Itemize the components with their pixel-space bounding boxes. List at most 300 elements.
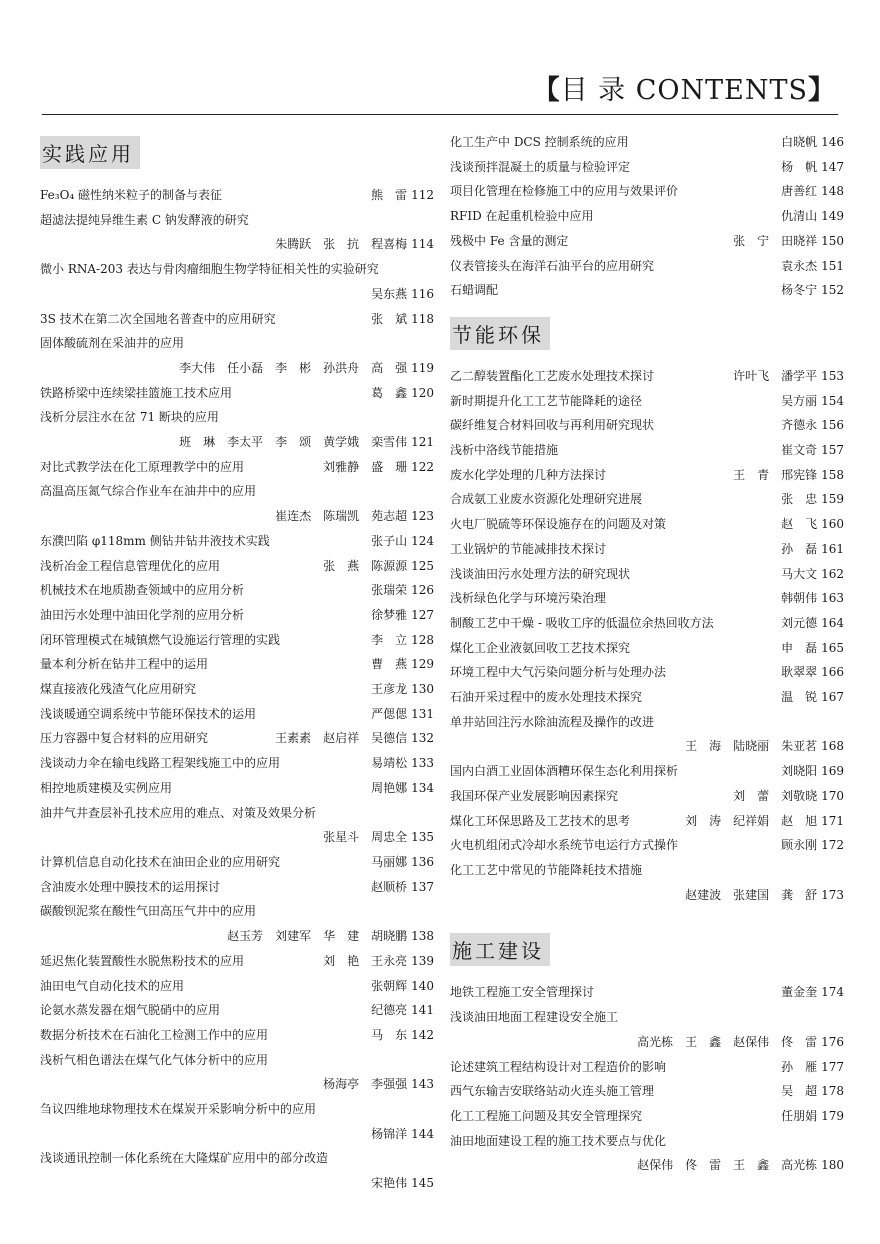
entry-title: 煤直接液化残渣气化应用研究 [40, 682, 197, 697]
toc-entry [450, 463, 844, 488]
entry-title-line [40, 331, 434, 356]
dot-leader [42, 434, 177, 448]
entry-line [450, 229, 844, 254]
section-title: 节能环保 [450, 317, 550, 350]
toc-entry [450, 1104, 844, 1129]
entry-title: 项目化管理在检修施工中的应用与效果评价 [450, 184, 679, 199]
toc-section [450, 311, 844, 907]
entry-page: 158 [821, 467, 844, 482]
entry-page: 127 [411, 607, 434, 622]
entry-authors: 周艳娜 [371, 780, 408, 795]
toc-entry [450, 204, 844, 229]
entry-page: 174 [821, 985, 844, 1000]
entry-page: 173 [821, 887, 844, 902]
entry-line [40, 554, 434, 579]
entry-page: 176 [821, 1034, 844, 1049]
entry-page: 178 [821, 1084, 844, 1099]
entry-line [450, 254, 844, 279]
entry-title: 西气东输吉安联络站动火连头施工管理 [450, 1084, 655, 1099]
entry-author-line [40, 430, 434, 455]
entry-author-line [40, 504, 434, 529]
entry-page: 130 [411, 682, 434, 697]
entry-authors: 赵保伟 佟 雷 王 鑫 高光栋 [637, 1158, 818, 1173]
dot-leader [246, 582, 369, 596]
dot-leader [452, 1157, 635, 1171]
toc-entry [450, 586, 844, 611]
entry-page: 138 [411, 929, 434, 944]
entry-page: 154 [821, 393, 844, 408]
entry-line [450, 130, 844, 155]
section-title: 实践应用 [40, 136, 140, 169]
toc-entry [40, 751, 434, 776]
entry-title: 化工工程施工问题及其安全管理探究 [450, 1108, 643, 1123]
entry-page: 112 [411, 188, 434, 202]
entry-line [40, 578, 434, 603]
entry-title-line [40, 801, 434, 826]
toc-entry [450, 809, 844, 834]
entry-author-line [40, 1171, 434, 1196]
entry-authors: 王 青 邢宪锋 [733, 467, 818, 482]
entry-authors: 熊 雷 [371, 188, 408, 202]
toc-entry [40, 208, 434, 257]
toc-entry [40, 899, 434, 948]
entry-line [40, 603, 434, 628]
toc-entry [40, 726, 434, 751]
entry-title-line [40, 405, 434, 430]
entry-page: 157 [821, 443, 844, 458]
dot-leader [222, 879, 369, 893]
entry-title: 浅谈动力伞在输电线路工程架线施工中的应用 [40, 756, 281, 771]
entry-author-line [450, 1153, 844, 1178]
dot-leader [680, 837, 779, 851]
dot-leader [42, 928, 225, 942]
dot-leader [272, 533, 369, 547]
dot-leader [608, 541, 779, 555]
entry-title: 量本利分析在钻井工程中的运用 [40, 657, 209, 672]
entry-line [450, 389, 844, 414]
dot-leader [620, 788, 731, 802]
dot-leader [282, 755, 369, 769]
toc-entry [450, 636, 844, 661]
entry-authors: 马大文 [781, 566, 818, 581]
toc-entry [450, 438, 844, 463]
entry-line [450, 1104, 844, 1129]
dot-leader [42, 829, 321, 843]
toc-entry [450, 537, 844, 562]
entry-title: Fe₃O₄ 磁性纳米粒子的制备与表征 [40, 188, 223, 202]
toc-entry [40, 1048, 434, 1097]
entry-authors: 赵玉芳 刘建军 华 建 胡晓鹏 [227, 929, 408, 944]
entry-line [40, 628, 434, 653]
entry-authors: 李 立 [371, 632, 408, 647]
entry-title: 化工工艺中常见的节能降耗技术措施 [450, 862, 643, 877]
entry-title: 3S 技术在第二次全国地名普查中的应用研究 [40, 311, 276, 326]
entry-page: 134 [411, 780, 434, 795]
entry-title: 油井气井查层补孔技术应用的难点、对策及效果分析 [40, 805, 317, 820]
toc-entry [40, 776, 434, 801]
right-column [450, 130, 844, 1178]
entry-authors: 温 锐 [781, 690, 818, 705]
toc-entry [40, 875, 434, 900]
dot-leader [186, 978, 369, 992]
header-open-bracket: 【 [532, 75, 561, 106]
entry-title-line [40, 899, 434, 924]
entry-line [40, 998, 434, 1023]
entry-page: 171 [821, 813, 844, 828]
entry-authors: 班 琳 李太平 李 颂 黄学娥 栾雪伟 [179, 435, 408, 450]
entry-title: 浅谈通讯控制一体化系统在大隆煤矿应用中的部分改造 [40, 1151, 329, 1166]
entry-line [450, 784, 844, 809]
dot-leader [680, 763, 779, 777]
entry-page: 146 [821, 135, 844, 149]
entry-authors: 宋艳伟 [371, 1176, 408, 1191]
toc-entry [450, 1129, 844, 1178]
dot-leader [282, 632, 369, 646]
entry-line [40, 381, 434, 406]
entry-page: 151 [821, 258, 844, 273]
toc-entry [450, 413, 844, 438]
entry-line [450, 413, 844, 438]
dot-leader [632, 566, 779, 580]
toc-entry [40, 1097, 434, 1146]
entry-title-line [40, 257, 434, 282]
entry-page: 131 [411, 706, 434, 721]
entry-line [40, 652, 434, 677]
dot-leader [42, 1175, 369, 1189]
dot-leader [222, 1002, 369, 1016]
entry-title-line [40, 208, 434, 233]
toc-section [450, 130, 844, 303]
entry-line [40, 726, 434, 751]
entry-title: 制酸工艺中干燥 - 吸收工序的低温位余热回收方法 [450, 615, 714, 630]
entry-line [450, 487, 844, 512]
entry-title: 浅析绿色化学与环境污染治理 [450, 591, 607, 606]
toc-entry [450, 130, 844, 155]
entry-authors: 董金奎 [781, 985, 818, 1000]
entry-author-line [40, 232, 434, 257]
entry-title-line [450, 1129, 844, 1154]
entry-title: 我国环保产业发展影响因素探究 [450, 788, 619, 803]
toc-entry [450, 1005, 844, 1054]
toc-entry [450, 710, 844, 759]
dot-leader [282, 854, 369, 868]
entry-authors: 张朝辉 [371, 978, 408, 993]
toc-entry [450, 389, 844, 414]
entry-title: 含油废水处理中膜技术的运用探讨 [40, 879, 221, 894]
dot-leader [631, 134, 779, 148]
entry-page: 164 [821, 615, 844, 630]
toc-entry [40, 554, 434, 579]
entry-line [450, 1079, 844, 1104]
entry-authors: 耿翠翠 [781, 665, 818, 680]
dot-leader [198, 681, 369, 695]
entry-authors: 仇清山 [781, 209, 818, 224]
entry-line [450, 512, 844, 537]
entry-authors: 刘 蕾 刘敬晓 [733, 788, 818, 803]
entry-title-line [450, 1005, 844, 1030]
entry-title: 论述建筑工程结构设计对工程造价的影响 [450, 1059, 667, 1074]
entry-title: 碳纤维复合材料回收与再利用研究现状 [450, 418, 655, 433]
entry-authors: 曹 燕 [371, 657, 408, 672]
entry-line [450, 364, 844, 389]
entry-page: 135 [411, 830, 434, 845]
toc-entry [40, 183, 434, 208]
dot-leader [632, 159, 779, 173]
entry-page: 142 [411, 1027, 434, 1042]
entry-page: 141 [411, 1003, 434, 1018]
dot-leader [270, 1027, 369, 1041]
entry-page: 169 [821, 764, 844, 779]
entry-page: 159 [821, 492, 844, 507]
entry-title: 数据分析技术在石油化工检测工作中的应用 [40, 1027, 269, 1042]
toc-entry [40, 381, 434, 406]
entry-authors: 刘元德 [781, 615, 818, 630]
entry-title: 工业锅炉的节能减排技术探讨 [450, 541, 607, 556]
entry-authors: 王素素 赵启祥 吴德信 [275, 731, 408, 746]
entry-page: 156 [821, 418, 844, 433]
entry-line [40, 529, 434, 554]
entry-title: 闭环管理模式在城镇燃气设施运行管理的实践 [40, 632, 281, 647]
entry-authors: 顾永刚 [781, 838, 818, 853]
entry-title-line [450, 858, 844, 883]
entry-title: 高温高压氮气综合作业车在油井中的应用 [40, 484, 257, 499]
dot-leader [656, 368, 731, 382]
entry-authors: 易靖松 [371, 756, 408, 771]
toc-entry [40, 677, 434, 702]
entry-page: 125 [411, 558, 434, 573]
toc-entry [450, 759, 844, 784]
entry-line [40, 949, 434, 974]
entry-line [450, 463, 844, 488]
dot-leader [222, 558, 321, 572]
entry-title: 碳酸钡泥浆在酸性气田高压气井中的应用 [40, 904, 257, 919]
header-close-bracket: 】 [808, 75, 836, 106]
dot-leader [632, 813, 683, 827]
entry-authors: 王彦龙 [371, 682, 408, 697]
toc-entry [450, 611, 844, 636]
entry-line [40, 183, 434, 208]
entry-page: 137 [411, 879, 434, 894]
dot-leader [258, 706, 369, 720]
entry-title: 浅析分层注水在岔 71 断块的应用 [40, 410, 219, 425]
entry-authors: 赵建波 张建国 龚 舒 [685, 887, 818, 902]
toc-entry [40, 529, 434, 554]
entry-line [450, 278, 844, 303]
entry-line [40, 850, 434, 875]
entry-title: 浅析气相色谱法在煤气化气体分析中的应用 [40, 1052, 269, 1067]
toc-entry [40, 479, 434, 528]
entry-page: 148 [821, 184, 844, 199]
entry-line [40, 875, 434, 900]
entry-page: 170 [821, 788, 844, 803]
dot-leader [680, 183, 779, 197]
entry-page: 143 [411, 1077, 434, 1092]
entry-line [40, 776, 434, 801]
entry-page: 168 [821, 739, 844, 754]
entry-authors: 张 斌 [371, 311, 408, 326]
toc-entry [40, 331, 434, 380]
entry-authors: 张 忠 [781, 492, 818, 507]
entry-title: 地铁工程施工安全管理探讨 [450, 985, 595, 1000]
entry-line [40, 1023, 434, 1048]
entry-title: 刍议四维地球物理技术在煤炭开采影响分析中的应用 [40, 1102, 317, 1117]
entry-title: 火电机组闭式冷却水系统节电运行方式操作 [450, 838, 679, 853]
toc-entry [40, 628, 434, 653]
dot-leader [644, 393, 779, 407]
entry-title-line [40, 1048, 434, 1073]
entry-authors: 崔文奇 [781, 443, 818, 458]
entry-title: 浅谈油田地面工程建设安全施工 [450, 1010, 619, 1025]
entry-page: 123 [411, 509, 434, 524]
entry-title: 浅谈暖通空调系统中节能环保技术的运用 [40, 706, 257, 721]
dot-leader [500, 282, 779, 296]
entry-author-line [450, 1030, 844, 1055]
toc-entry [450, 1055, 844, 1080]
entry-line [40, 307, 434, 332]
toc-entry [450, 254, 844, 279]
entry-title: 石油开采过程中的废水处理技术探究 [450, 690, 643, 705]
entry-line [450, 833, 844, 858]
dot-leader [452, 887, 683, 901]
entry-authors: 杨锦洋 [371, 1126, 408, 1141]
dot-leader [234, 385, 369, 399]
toc-section [40, 130, 434, 1196]
entry-authors: 孙 磊 [781, 541, 818, 556]
entry-line [40, 455, 434, 480]
dot-leader [246, 607, 369, 621]
entry-page: 126 [411, 583, 434, 598]
toc-entry [450, 858, 844, 907]
entry-line [40, 677, 434, 702]
dot-leader [42, 360, 177, 374]
entry-title: 石蜡调配 [450, 283, 499, 298]
entry-page: 133 [411, 756, 434, 771]
dot-leader [716, 615, 779, 629]
toc-entry [40, 974, 434, 999]
entry-title-line [40, 479, 434, 504]
toc-entry [450, 179, 844, 204]
entry-line [450, 586, 844, 611]
entry-authors: 杨 帆 [781, 159, 818, 174]
toc-entry [450, 1079, 844, 1104]
entry-title-line [40, 1146, 434, 1171]
entry-page: 124 [411, 533, 434, 548]
dot-leader [656, 1083, 779, 1097]
entry-authors: 刘晓阳 [781, 764, 818, 779]
entry-title: 计算机信息自动化技术在油田企业的应用研究 [40, 854, 281, 869]
entry-authors: 葛 鑫 [371, 385, 408, 400]
dot-leader [668, 516, 779, 530]
dot-leader [246, 953, 321, 967]
entry-title-line [450, 710, 844, 735]
entry-authors: 杨冬宁 [781, 283, 818, 298]
entry-title: 机械技术在地质勘查领域中的应用分析 [40, 583, 245, 598]
toc-entry [40, 578, 434, 603]
entry-title: 浅析冶金工程信息管理优化的应用 [40, 558, 221, 573]
dot-leader [596, 208, 780, 222]
entry-authors: 齐德永 [781, 418, 818, 433]
toc-entry [450, 980, 844, 1005]
entry-line [450, 611, 844, 636]
entry-page: 116 [411, 286, 434, 301]
entry-authors: 王 海 陆晓丽 朱亚茗 [685, 739, 818, 754]
entry-line [450, 179, 844, 204]
entry-authors: 许叶飞 潘学平 [733, 368, 818, 383]
dot-leader [632, 640, 779, 654]
toc-entry [40, 850, 434, 875]
dot-leader [668, 1059, 779, 1073]
entry-authors: 刘 涛 纪祥娟 赵 旭 [685, 813, 818, 828]
entry-title: 铁路桥梁中连续梁挂篮施工技术应用 [40, 385, 233, 400]
entry-authors: 高光栋 王 鑫 赵保伟 佟 雷 [637, 1034, 818, 1049]
entry-line [450, 759, 844, 784]
toc-entry [450, 833, 844, 858]
entry-title: 浅谈油田污水处理方法的研究现状 [450, 566, 631, 581]
entry-page: 163 [821, 591, 844, 606]
dot-leader [644, 491, 779, 505]
entry-authors: 孙 雁 [781, 1059, 818, 1074]
entry-authors: 张 燕 陈源源 [323, 558, 408, 573]
entry-authors: 张星斗 周忠全 [323, 830, 408, 845]
entry-author-line [450, 734, 844, 759]
entry-author-line [40, 1072, 434, 1097]
entry-title: 延迟焦化装置酸性水脱焦粉技术的应用 [40, 953, 245, 968]
entry-author-line [450, 883, 844, 908]
entry-title: 废水化学处理的几种方法探讨 [450, 467, 607, 482]
entry-line [450, 204, 844, 229]
toc-entry [40, 652, 434, 677]
dot-leader [656, 417, 779, 431]
entry-line [450, 685, 844, 710]
entry-authors: 刘 艳 王永亮 [323, 953, 408, 968]
entry-authors: 纪德亮 [371, 1003, 408, 1018]
entry-page: 139 [411, 953, 434, 968]
entry-line [450, 660, 844, 685]
toc-entry [450, 487, 844, 512]
toc-section [450, 927, 844, 1178]
toc-entry [40, 307, 434, 332]
entry-title: 仪表管接头在海洋石油平台的应用研究 [450, 258, 655, 273]
entry-author-line [40, 356, 434, 381]
dot-leader [174, 780, 369, 794]
entry-page: 177 [821, 1059, 844, 1074]
entry-author-line [40, 924, 434, 949]
entry-line [450, 537, 844, 562]
entry-page: 149 [821, 209, 844, 224]
entry-page: 172 [821, 838, 844, 853]
entry-line [450, 1055, 844, 1080]
entry-title: 油田地面建设工程的施工技术要点与优化 [450, 1133, 667, 1148]
entry-title: 乙二醇装置酯化工艺废水处理技术探讨 [450, 368, 655, 383]
entry-page: 136 [411, 854, 434, 869]
toc-entry [40, 801, 434, 850]
dot-leader [42, 508, 273, 522]
entry-authors: 朱腾跃 张 抗 程喜梅 [275, 237, 408, 252]
entry-page: 145 [411, 1176, 434, 1191]
entry-page: 147 [821, 159, 844, 174]
toc-entry [450, 784, 844, 809]
toc-entry [450, 685, 844, 710]
dot-leader [42, 286, 369, 300]
entry-title: 煤化工企业液氨回收工艺技术探究 [450, 640, 631, 655]
entry-title: 单井站回注污水除油流程及操作的改进 [450, 714, 655, 729]
toc-entry [40, 1023, 434, 1048]
dot-leader [608, 590, 779, 604]
dot-leader [644, 689, 779, 703]
entry-authors: 吴方丽 [781, 393, 818, 408]
entry-authors: 崔连杰 陈瑞凯 苑志超 [275, 509, 408, 524]
dot-leader [224, 187, 369, 201]
